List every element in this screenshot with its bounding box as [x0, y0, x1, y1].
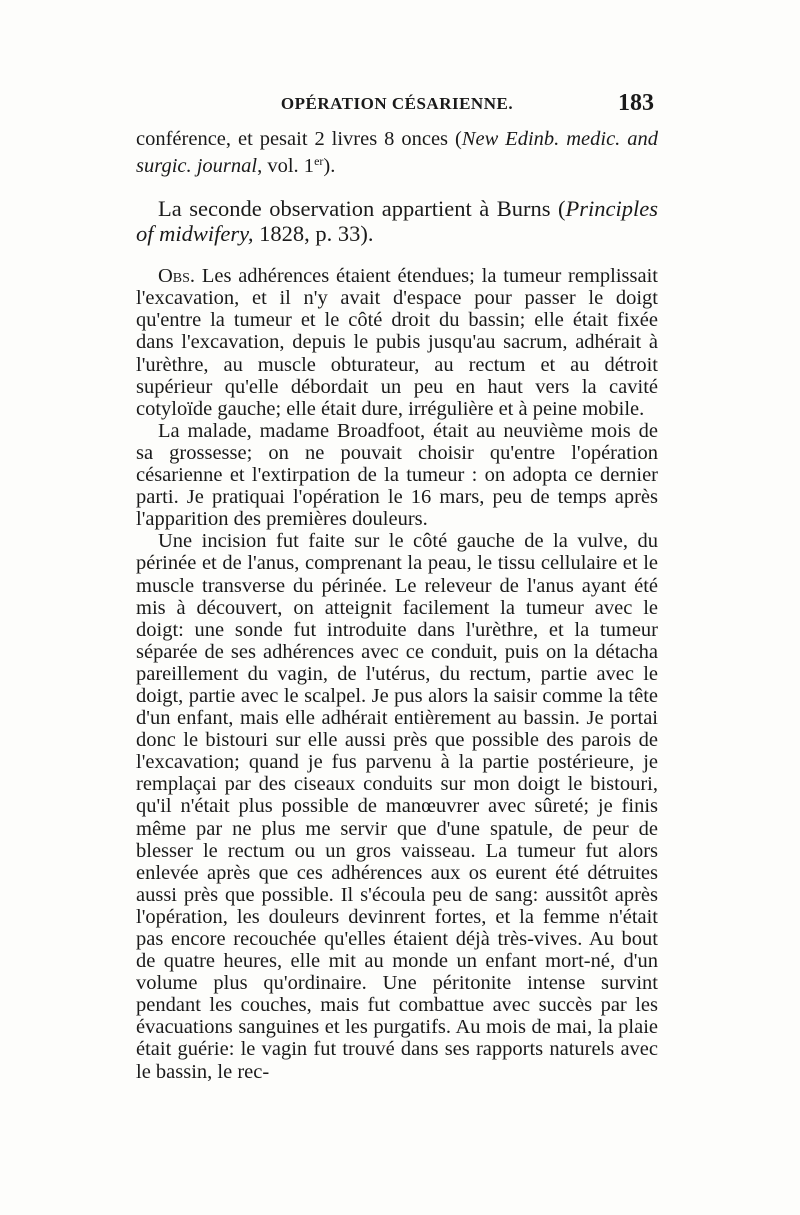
p1-text-c: , vol. 1: [257, 155, 315, 178]
page-header: [136, 90, 658, 124]
paragraph-operation: Une incision fut faite sur le côté gauche de la vulve, du périnée et de l'anus, comprenant la peau, le tissu cellulaire et le muscle transverse du périnée. Le releveur de l'anus ayant été mis à découvert, on atteignit facilement la tumeur avec le doigt: une sonde fut introduite dans l'urèthre, et la tumeur séparée de ses adhérences avec ce conduit, puis on la détacha pareillement du vagin, de l'utérus, du rectum, partie avec le doigt, partie avec le scalpel. Je pus alors la saisir comme la tête d'un enfant, mais elle adhérait entièrement au bassin. Je portai donc le bistouri sur elle aussi près que possible des parois de l'excavation; quand je fus parvenu à la partie postérieure, je remplaçai par des ciseaux conduits sur mon doigt le bistouri, qu'il n'était plus possible de manœuvrer avec sûreté; je finis même par ne plus me servir que d'une spatule, de peur de blesser le rectum ou un gros vaisseau. La tumeur fut alors enlevée après que ces adhérences aux os eurent été détruites aussi près que possible. Il s'écoula peu de sang: aussitôt après l'opération, les douleurs devinrent fortes, et la femme n'était pas encore recouchée qu'elles étaient déjà très-vives. Au bout de quatre heures, elle mit au monde un enfant mort-né, d'un volume plus qu'ordinaire. Une péritonite intense survint pendant les couches, mais fut combattue avec succès par les évacuations sanguines et les purgatifs. Au mois de mai, la plaie était guérie: le vagin fut trouvé dans ses rapports naturels avec le bassin, le rec-: [136, 530, 658, 1083]
journal-citation: New Edinb. medic. and surgic. journal: [136, 128, 658, 178]
p1-text-e: ).: [323, 155, 336, 178]
book-citation: Principles of midwifery,: [136, 196, 658, 247]
p2-text-c: 1828, p. 33).: [253, 221, 374, 247]
obs-label: Obs.: [158, 265, 196, 288]
paragraph-continuation: [136, 128, 658, 177]
superscript-er: er: [314, 154, 324, 169]
paragraph-observation: [136, 265, 658, 420]
running-title: OPÉRATION CÉSARIENNE.: [280, 94, 514, 113]
p1-text-a: conférence, et pesait 2 livres 8 onces (: [136, 128, 462, 150]
paragraph-intro: [136, 196, 658, 246]
obs-text: Les adhérences étaient étendues; la tumeur remplissait l'excavation, et il n'y avait d'espace pour passer le doigt qu'entre la tumeur et le côté droit du bassin; elle était fixée dans l'excavation, depuis le pubis jusqu'au sacrum, adhérait à l'urèthre, au muscle obturateur, au rectum et au détroit supérieur qu'elle débordait un peu en haut vers la cavité cotyloïde gauche; elle était dure, irrégulière et à peine mobile.: [136, 265, 658, 420]
page-number: 183: [618, 90, 654, 116]
paragraph-patient: La malade, madame Broadfoot, était au neuvième mois de sa grossesse; on ne pouvait choisir qu'entre l'opération césarienne et l'extirpation de la tumeur : on adopta ce dernier parti. Je pratiquai l'opération le 16 mars, peu de temps après l'apparition des premières douleurs.: [136, 419, 658, 531]
body-text: [136, 128, 658, 1083]
p2-text-a: La seconde observation appartient à Burns (: [158, 196, 566, 222]
